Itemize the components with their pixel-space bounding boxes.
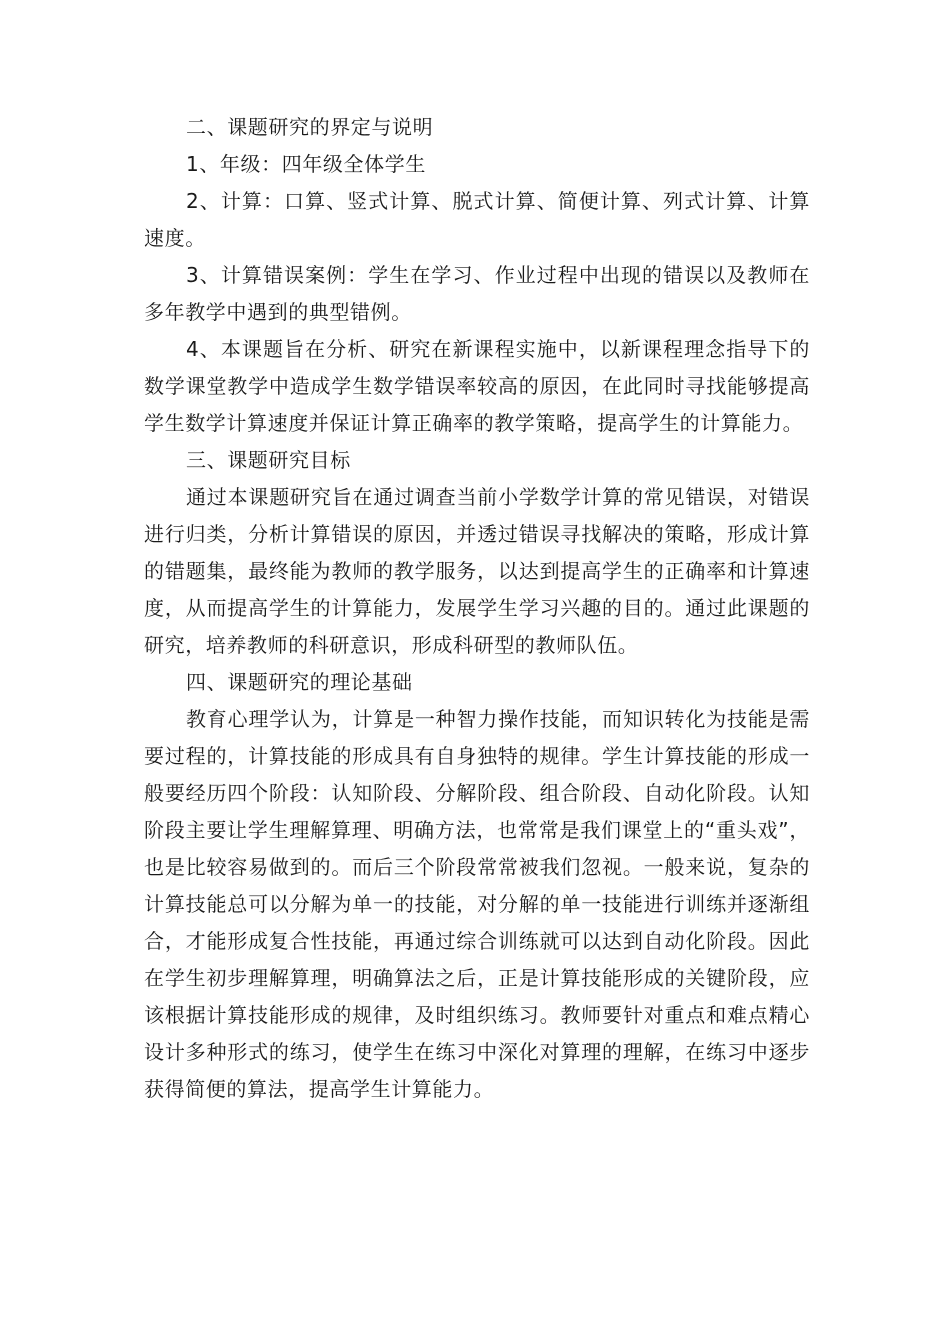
section-heading-goals: 三、课题研究目标 bbox=[186, 448, 351, 472]
paragraph-grade: 1、年级：四年级全体学生 bbox=[186, 152, 426, 176]
paragraph-error-cases: 3、计算错误案例：学生在学习、作业过程中出现的错误以及教师在多年教学中遇到的典型错例。 bbox=[144, 263, 810, 324]
paragraph-calculation: 2、计算：口算、竖式计算、脱式计算、简便计算、列式计算、计算速度。 bbox=[144, 189, 810, 250]
paragraph-theory: 教育心理学认为，计算是一种智力操作技能，而知识转化为技能是需要过程的，计算技能的形成具有自身独特的规律。学生计算技能的形成一般要经历四个阶段：认知阶段、分解阶段、组合阶段、自动化阶段。认知阶段主要让学生理解算理、明确方法，也常常是我们课堂上的“重头戏”，也是比较容易做到的。而后三个阶段常常被我们忽视。一般来说，复杂的计算技能总可以分解为单一的技能，对分解的单一技能进行训练并逐渐组合，才能形成复合性技能，再通过综合训练就可以达到自动化阶段。因此在学生初步理解算理，明确算法之后，正是计算技能形成的关键阶段，应该根据计算技能形成的规律，及时组织练习。教师要针对重点和难点精心设计多种形式的练习，使学生在练习中深化对算理的理解，在练习中逐步获得简便的算法，提高学生计算能力。 bbox=[144, 707, 810, 1101]
paragraph-purpose: 4、本课题旨在分析、研究在新课程实施中，以新课程理念指导下的数学课堂教学中造成学生数学错误率较高的原因，在此同时寻找能够提高学生数学计算速度并保证计算正确率的教学策略，提高学生的计算能力。 bbox=[144, 337, 810, 435]
paragraph-goals: 通过本课题研究旨在通过调查当前小学数学计算的常见错误，对错误进行归类，分析计算错误的原因，并透过错误寻找解决的策略，形成计算的错题集，最终能为教师的教学服务，以达到提高学生的正确率和计算速度，从而提高学生的计算能力，发展学生学习兴趣的目的。通过此课题的研究，培养教师的科研意识，形成科研型的教师队伍。 bbox=[144, 485, 810, 657]
section-heading-definition: 二、课题研究的界定与说明 bbox=[186, 115, 434, 139]
section-heading-theory: 四、课题研究的理论基础 bbox=[186, 670, 413, 694]
document-body bbox=[144, 109, 810, 1108]
